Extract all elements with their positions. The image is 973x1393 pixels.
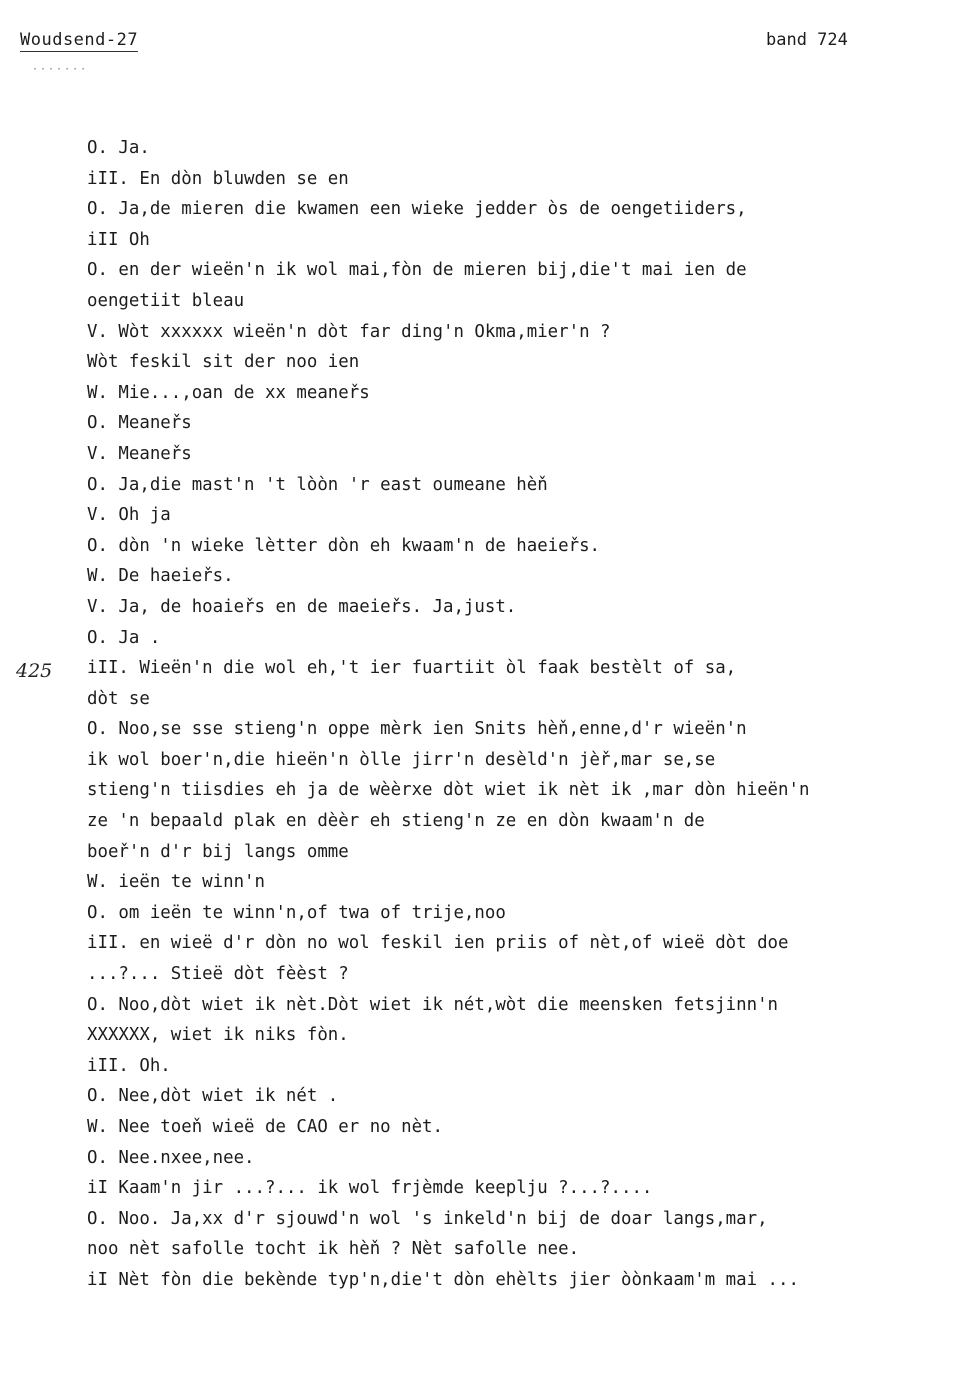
transcript-line: O. Ja,de mieren die kwamen een wieke jedder òs de oengetiiders, [87,199,747,220]
transcript-line: W. De haeieřs. [87,566,234,587]
transcript-line: O. dòn 'n wieke lètter dòn eh kwaam'n de haeieřs. [87,535,601,556]
underline-dots: ······· [32,64,89,75]
transcript-line: ik wol boer'n,die hieën'n òlle jirr'n desèld'n jèř,mar se,se [87,749,716,770]
transcript-line: ze 'n bepaald plak en dèèr eh stieng'n ze en dòn kwaam'n de [87,811,705,832]
transcript-line: dòt se [87,688,150,709]
transcript-line: O. Nee,dòt wiet ik nét . [87,1086,339,1107]
transcript-line: W. Mie...,oan de xx meaneřs [87,382,370,403]
transcript-line: O. Nee.nxee,nee. [87,1147,255,1168]
transcript-line: O. Ja. [87,138,150,158]
transcript-line: stieng'n tiisdies eh ja de wèèrxe dòt wiet ik nèt ik ,mar dòn hieën'n [87,780,810,801]
transcript-line: O. Noo,dòt wiet ik nèt.Dòt wiet ik nét,wòt die meensken fetsjinn'n [87,994,779,1015]
transcript-line: boeř'n d'r bij langs omme [87,841,349,862]
document-id: Woudsend-27 [20,30,139,50]
transcript-line: iI Kaam'n jir ...?... ik wol frjèmde keeplju ?...?.... [87,1178,653,1199]
transcript-line: O. Ja . [87,627,161,648]
transcript-line: iII. En dòn bluwden se en [87,168,349,189]
transcript-line: XXXXXX, wiet ik niks fòn. [87,1025,349,1046]
transcript-line: V. Meaneřs [87,443,192,464]
transcript-line: O. om ieën te winn'n,of twa of trije,noo [87,902,506,923]
transcript-line: iII. Oh. [87,1055,171,1076]
transcript-line: W. ieën te winn'n [87,872,265,893]
transcript-line: O. Ja,die mast'n 't lòòn 'r east oumeane hèň [87,474,548,495]
transcript-line: O. en der wieën'n ik wol mai,fòn de mieren bij,die't mai ien de [87,260,747,281]
transcript-line: W. Nee toeň wieë de CAO er no nèt. [87,1117,443,1137]
transcript-line: Wòt feskil sit der noo ien [87,352,360,373]
tape-number: band 724 [766,30,848,50]
transcript-line: V. Oh ja [87,505,171,526]
transcript-line: iII. Wieën'n die wol eh,'t ier fuartiit òl faak bestèlt of sa, [87,658,737,679]
transcript-line: noo nèt safolle tocht ik hèň ? Nèt safolle nee. [87,1239,580,1260]
margin-note: 425 [16,660,53,682]
transcript-body [87,133,947,1296]
transcript-line: O. Noo,se sse stieng'n oppe mèrk ien Snits hèň,enne,d'r wieën'n [87,719,747,740]
transcript-line: iII Oh [87,229,150,250]
transcript-line: iII. en wieë d'r dòn no wol feskil ien priis of nèt,of wieë dòt doe [87,933,789,954]
transcript-line: ...?... Stieë dòt fèèst ? [87,964,349,985]
transcript-line: iI Nèt fòn die bekènde typ'n,die't dòn ehèlts jier òònkaam'm mai ... [87,1269,799,1290]
transcript-line: oengetiit bleau [87,290,245,311]
transcript-line: V. Wòt xxxxxx wieën'n dòt far ding'n Okma,mier'n ? [87,321,611,342]
transcript-line: V. Ja, de hoaieřs en de maeieřs. Ja,just. [87,596,517,617]
transcript-line: O. Meaneřs [87,413,192,434]
transcript-line: O. Noo. Ja,xx d'r sjouwd'n wol 's inkeld'n bij de doar langs,mar, [87,1208,768,1229]
